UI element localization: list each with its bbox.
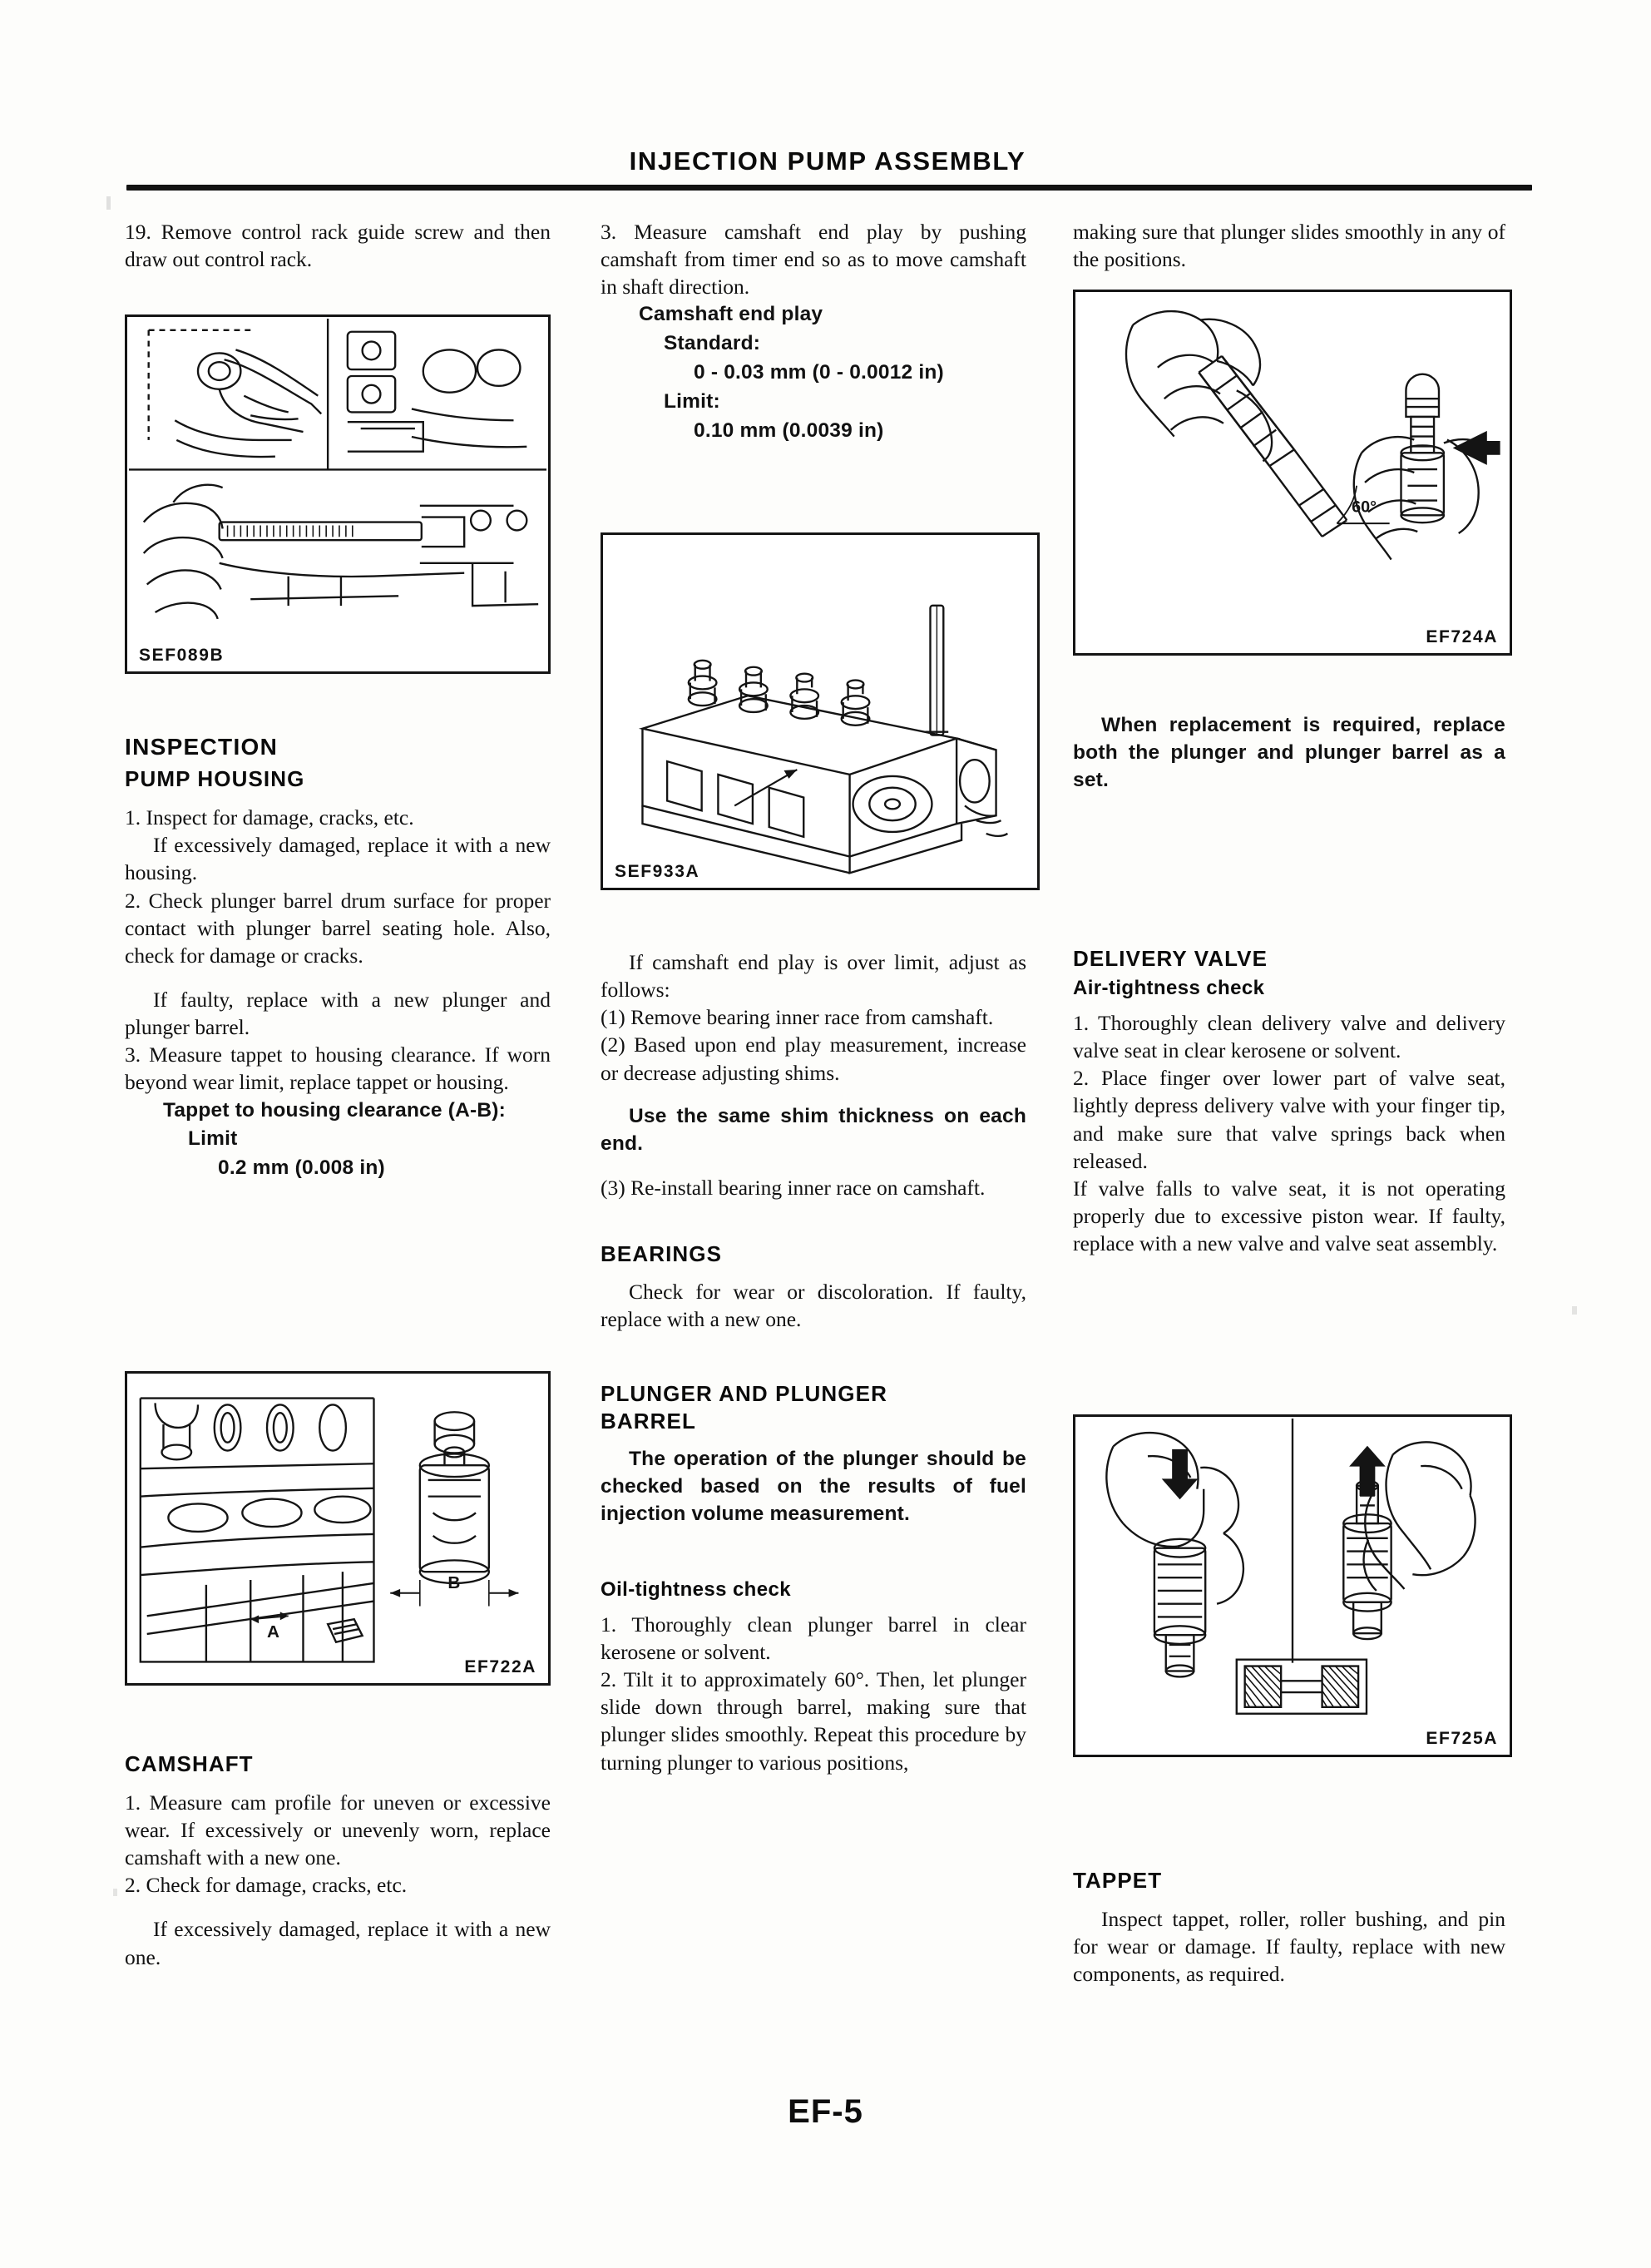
scan-speck (1572, 1306, 1577, 1315)
delivery-valve-heading: DELIVERY VALVE (1073, 946, 1268, 971)
mid-sub-2: (2) Based upon end play measurement, increase or decrease adjusting shims. (601, 1032, 1026, 1085)
figure-code: EF722A (461, 1656, 540, 1678)
camshaft-end-play-limit-value: 0.10 mm (0.0039 in) (694, 418, 884, 442)
figure-ef724a (1073, 290, 1512, 656)
tappet-clearance-limit-value: 0.2 mm (0.008 in) (218, 1156, 385, 1180)
figure-ef724a-angle-label: 60° (1352, 498, 1377, 517)
right-column-top (1073, 218, 1505, 273)
pump-housing-item-3: 3. Measure tappet to housing clearance. If worn beyond wear limit, replace tappet or housing. (125, 1042, 551, 1095)
pump-housing-item-1-note: If excessively damaged, replace it with a new housing. (125, 833, 551, 885)
oil-item-2: 2. Tilt it to approximately 60°. Then, let plunger slide down through barrel, making sure that plunger slides smoothly. Repeat this procedure by turning plunger to various positions, (601, 1667, 1026, 1775)
bearings-text: Check for wear or discoloration. If faulty, replace with a new one. (601, 1280, 1026, 1332)
figure-ef722a-label-b: B (447, 1572, 461, 1592)
plunger-barrel-note: The operation of the plunger should be checked based on the results of fuel injection volume measurement. (601, 1448, 1026, 1525)
camshaft-note: If excessively damaged, replace it with a new one. (125, 1917, 551, 1969)
figure-ef725a (1073, 1414, 1512, 1757)
tappet-heading: TAPPET (1073, 1868, 1163, 1893)
page-number: EF-5 (788, 2093, 863, 2130)
pump-housing-item-2: 2. Check plunger barrel drum surface for proper contact with plunger barrel seating hole. Also, check for damage or cracks. (125, 888, 551, 968)
pump-housing-heading: PUMP HOUSING (125, 766, 305, 792)
mid-sub-3: (3) Re-install bearing inner race on camshaft. (601, 1176, 986, 1201)
figure-ef722a (125, 1371, 551, 1686)
mid-sub-1: (1) Remove bearing inner race from camshaft. (601, 1005, 994, 1030)
mid-shim-note: Use the same shim thickness on each end. (601, 1104, 1026, 1155)
left-column-camshaft (125, 1747, 551, 1971)
up-arrow-icon (1350, 1446, 1385, 1495)
figure-sef933a (601, 532, 1040, 890)
inspection-heading: INSPECTION (125, 734, 279, 760)
right-column-delivery-valve (1073, 942, 1505, 1257)
mid-column-body (601, 948, 1026, 1776)
camshaft-end-play-title: Camshaft end play (639, 303, 823, 326)
camshaft-heading: CAMSHAFT (125, 1751, 254, 1776)
header-divider (126, 185, 1532, 191)
figure-ef722a-drawing (127, 1374, 548, 1683)
left-column (125, 218, 551, 273)
figure-sef933a-drawing (603, 535, 1037, 888)
left-column-inspection (125, 732, 551, 1183)
tappet-clearance-spec (125, 1097, 551, 1183)
mid-over-limit: If camshaft end play is over limit, adjust as follows: (601, 950, 1026, 1003)
tappet-clearance-limit-label: Limit (188, 1127, 238, 1151)
camshaft-end-play-standard-value: 0 - 0.03 mm (0 - 0.0012 in) (694, 360, 944, 384)
figure-code: SEF089B (136, 645, 227, 666)
figure-ef722a-label-a: A (267, 1622, 279, 1642)
left-step-19: 19. Remove control rack guide screw and then draw out control rack. (125, 220, 551, 272)
oil-item-1: 1. Thoroughly clean plunger barrel in clear kerosene or solvent. (601, 1612, 1026, 1664)
camshaft-end-play-standard-label: Standard: (664, 332, 761, 355)
right-continuation: making sure that plunger slides smoothly in any of the positions. (1073, 220, 1505, 272)
figure-ef724a-drawing (1075, 292, 1510, 653)
direction-arrow-icon (1454, 432, 1500, 464)
tappet-text: Inspect tappet, roller, roller bushing, and pin for wear or damage. If faulty, replace with new components, as required. (1073, 1906, 1505, 1987)
oil-tightness-heading: Oil-tightness check (601, 1577, 791, 1601)
plunger-barrel-heading-line2: BARREL (601, 1409, 696, 1434)
mid-column-top (601, 218, 1026, 445)
figure-sef089b-drawing (127, 317, 548, 671)
pump-housing-item-2-note: If faulty, replace with a new plunger and plunger barrel. (125, 988, 551, 1040)
camshaft-end-play-spec (601, 300, 1026, 445)
page-title: INJECTION PUMP ASSEMBLY (629, 146, 1026, 176)
delivery-valve-item-2: 2. Place finger over lower part of valve seat, lightly depress delivery valve with your finger tip, and make sure that valve springs back when released. (1073, 1066, 1505, 1173)
right-column-tappet (1073, 1864, 1505, 1988)
camshaft-item-1: 1. Measure cam profile for uneven or excessive wear. If excessively or unevenly worn, replace camshaft with a new one. (125, 1790, 551, 1870)
figure-code: EF725A (1422, 1728, 1501, 1750)
scan-speck (106, 196, 111, 210)
tappet-clearance-spec-title: Tappet to housing clearance (A-B): (163, 1098, 506, 1122)
right-column-replacement (1073, 712, 1505, 794)
camshaft-end-play-limit-label: Limit: (664, 389, 720, 413)
replacement-note: When replacement is required, replace both the plunger and plunger barrel as a set. (1073, 714, 1505, 791)
camshaft-item-2: 2. Check for damage, cracks, etc. (125, 1873, 408, 1898)
bearings-heading: BEARINGS (601, 1240, 723, 1266)
page-header (125, 146, 1530, 176)
figure-code: SEF933A (611, 861, 703, 883)
delivery-valve-item-1: 1. Thoroughly clean delivery valve and delivery valve seat in clear kerosene or solvent. (1073, 1010, 1505, 1063)
air-tightness-heading: Air-tightness check (1073, 976, 1265, 999)
figure-ef725a-drawing (1075, 1417, 1510, 1755)
plunger-barrel-heading-line1: PLUNGER AND PLUNGER (601, 1380, 887, 1406)
figure-sef089b (125, 314, 551, 674)
scan-speck (113, 1889, 117, 1896)
delivery-valve-item-3: If valve falls to valve seat, it is not operating properly due to excessive piston wear. If faulty, replace with a new valve and valve seat assembly. (1073, 1176, 1505, 1256)
mid-step-3: 3. Measure camshaft end play by pushing camshaft from timer end so as to move camshaft in shaft direction. (601, 220, 1026, 300)
pump-housing-item-1: 1. Inspect for damage, cracks, etc. (125, 805, 414, 830)
figure-code: EF724A (1422, 626, 1501, 648)
